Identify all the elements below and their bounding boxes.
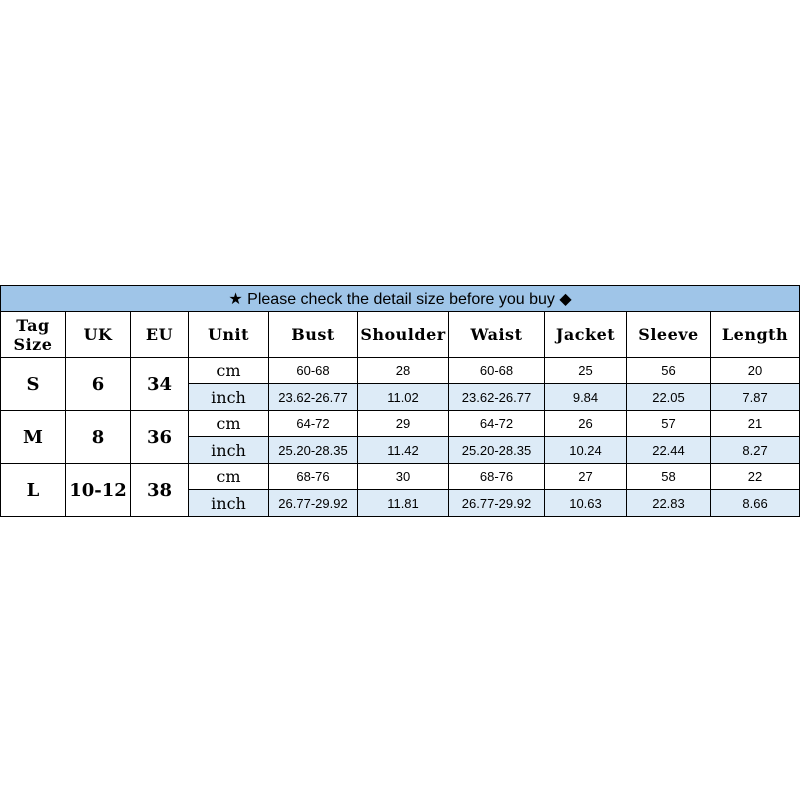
shoulder-cell: 11.81 xyxy=(358,490,449,517)
sleeve-cell: 57 xyxy=(627,411,711,437)
unit-cell: cm xyxy=(189,358,269,384)
eu-size-cell: 38 xyxy=(131,464,189,517)
size-check-banner: ★ Please check the detail size before you buy ◆ xyxy=(1,286,800,312)
header-tag-line2: Size xyxy=(13,334,53,354)
header-tag-line1: Tag xyxy=(16,315,50,335)
uk-size-cell: 8 xyxy=(66,411,131,464)
header-bust: Bust xyxy=(269,312,358,358)
eu-size-cell: 34 xyxy=(131,358,189,411)
table-row xyxy=(1,411,800,437)
sleeve-cell: 56 xyxy=(627,358,711,384)
sleeve-cell: 22.05 xyxy=(627,384,711,411)
jacket-cell: 10.63 xyxy=(545,490,627,517)
header-length: Length xyxy=(711,312,800,358)
bust-cell: 68-76 xyxy=(269,464,358,490)
tag-size-cell: M xyxy=(1,411,66,464)
header-jacket: Jacket xyxy=(545,312,627,358)
size-chart-table xyxy=(0,285,800,517)
tag-size-cell: S xyxy=(1,358,66,411)
unit-cell: inch xyxy=(189,384,269,411)
length-cell: 22 xyxy=(711,464,800,490)
header-row xyxy=(1,312,800,358)
waist-cell: 64-72 xyxy=(449,411,545,437)
unit-cell: cm xyxy=(189,411,269,437)
jacket-cell: 27 xyxy=(545,464,627,490)
shoulder-cell: 28 xyxy=(358,358,449,384)
table-row xyxy=(1,358,800,384)
bust-cell: 60-68 xyxy=(269,358,358,384)
unit-cell: inch xyxy=(189,437,269,464)
sleeve-cell: 22.44 xyxy=(627,437,711,464)
bust-cell: 25.20-28.35 xyxy=(269,437,358,464)
jacket-cell: 26 xyxy=(545,411,627,437)
length-cell: 8.27 xyxy=(711,437,800,464)
table-row xyxy=(1,464,800,490)
header-waist: Waist xyxy=(449,312,545,358)
uk-size-cell: 6 xyxy=(66,358,131,411)
length-cell: 7.87 xyxy=(711,384,800,411)
jacket-cell: 9.84 xyxy=(545,384,627,411)
header-shoulder: Shoulder xyxy=(358,312,449,358)
header-uk: UK xyxy=(66,312,131,358)
length-cell: 20 xyxy=(711,358,800,384)
sleeve-cell: 58 xyxy=(627,464,711,490)
header-eu: EU xyxy=(131,312,189,358)
jacket-cell: 10.24 xyxy=(545,437,627,464)
shoulder-cell: 11.42 xyxy=(358,437,449,464)
length-cell: 21 xyxy=(711,411,800,437)
unit-cell: inch xyxy=(189,490,269,517)
shoulder-cell: 29 xyxy=(358,411,449,437)
header-unit: Unit xyxy=(189,312,269,358)
shoulder-cell: 11.02 xyxy=(358,384,449,411)
shoulder-cell: 30 xyxy=(358,464,449,490)
bust-cell: 64-72 xyxy=(269,411,358,437)
bust-cell: 23.62-26.77 xyxy=(269,384,358,411)
sleeve-cell: 22.83 xyxy=(627,490,711,517)
length-cell: 8.66 xyxy=(711,490,800,517)
jacket-cell: 25 xyxy=(545,358,627,384)
waist-cell: 26.77-29.92 xyxy=(449,490,545,517)
waist-cell: 25.20-28.35 xyxy=(449,437,545,464)
header-tag-size xyxy=(1,312,66,358)
unit-cell: cm xyxy=(189,464,269,490)
uk-size-cell: 10-12 xyxy=(66,464,131,517)
eu-size-cell: 36 xyxy=(131,411,189,464)
waist-cell: 23.62-26.77 xyxy=(449,384,545,411)
waist-cell: 68-76 xyxy=(449,464,545,490)
waist-cell: 60-68 xyxy=(449,358,545,384)
tag-size-cell: L xyxy=(1,464,66,517)
header-sleeve: Sleeve xyxy=(627,312,711,358)
bust-cell: 26.77-29.92 xyxy=(269,490,358,517)
